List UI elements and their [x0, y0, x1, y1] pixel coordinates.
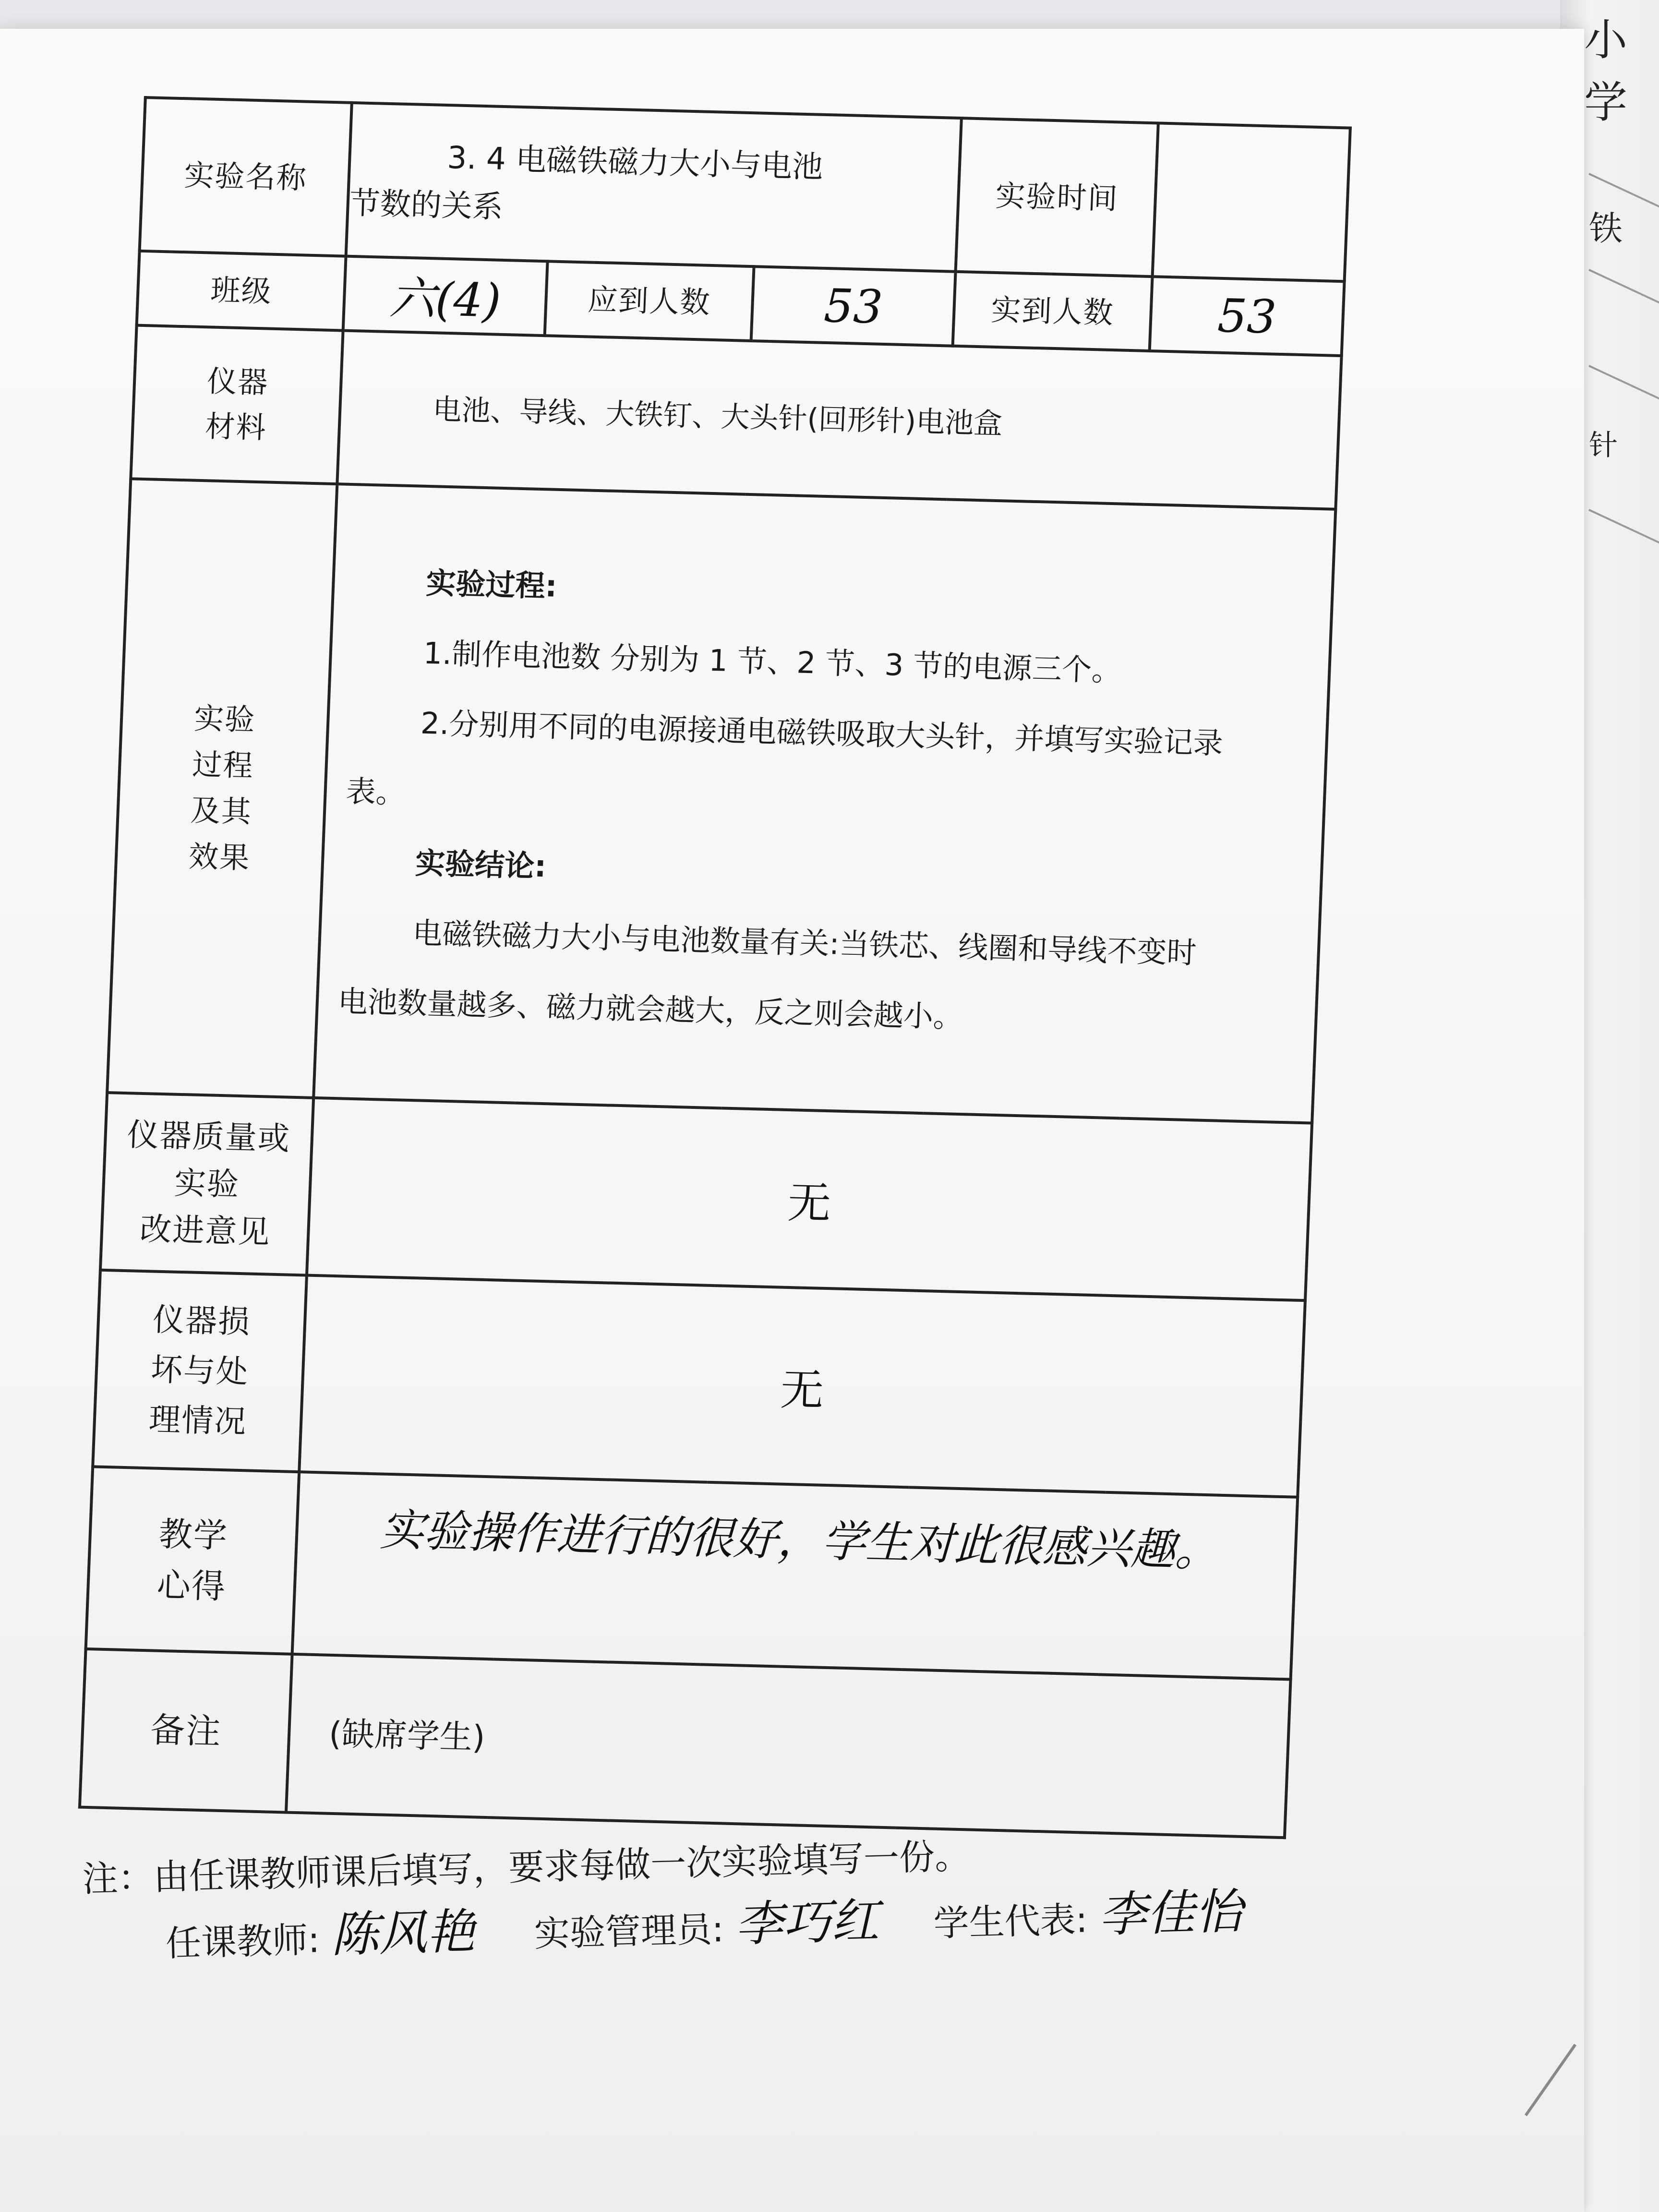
process-label-line: 实验: [193, 700, 256, 737]
quality-label-line: 改进意见: [139, 1210, 271, 1251]
edge-line: [1588, 269, 1659, 311]
row-reflection: [86, 1467, 1298, 1679]
experiment-time-label: 实验时间: [956, 118, 1158, 276]
actual-count-label: 实到人数: [953, 272, 1153, 351]
edge-text-1: 小学: [1584, 15, 1627, 128]
actual-count-value: 53: [1150, 276, 1345, 356]
process-label: [107, 479, 337, 1098]
experiment-name-line1: 3. 4 电磁铁磁力大小与电池: [446, 140, 824, 185]
experiment-name-label: 实验名称: [140, 97, 352, 256]
class-value: 六(4): [343, 256, 548, 336]
damage-label-line: 仪器损: [152, 1301, 252, 1341]
quality-label-line: 实验: [173, 1164, 240, 1203]
row-quality: [100, 1093, 1312, 1300]
footer-note: 注：由任课教师课后填写，要求每做一次实验填写一份。: [82, 1835, 971, 1900]
class-label: 班级: [137, 251, 346, 331]
process-heading: 实验过程:: [425, 565, 558, 604]
process-step-2: 2.分别用不同的电源接通电磁铁吸取大头针，并填写实验记录: [420, 705, 1224, 761]
process-content: [313, 484, 1335, 1123]
conclusion-heading: 实验结论:: [414, 845, 547, 884]
process-text-block: [317, 546, 1332, 1061]
remarks-label: 备注: [80, 1649, 292, 1813]
reflection-label-line: 教学: [158, 1514, 229, 1556]
materials-value: 电池、导线、大铁钉、大头针(回形针)电池盒: [337, 330, 1341, 509]
experiment-name-line2: 节数的关系: [349, 185, 504, 225]
form-footer: [82, 1818, 1244, 1977]
edge-text-3: 针: [1589, 429, 1618, 462]
row-process: [107, 479, 1335, 1123]
row-materials: [131, 325, 1341, 509]
expected-count-value: 53: [751, 266, 956, 346]
admin-label: 实验管理员:: [533, 1909, 724, 1955]
record-table: [78, 96, 1352, 1839]
conclusion-line-2: 电池数量越多、磁力就会越大，反之则会越小。: [337, 984, 964, 1035]
row-remarks: [80, 1649, 1291, 1838]
teacher-label: 任课教师:: [165, 1919, 321, 1965]
edge-line: [1588, 509, 1659, 551]
damage-value: 无: [299, 1275, 1305, 1497]
experiment-name-value: [346, 103, 962, 272]
reflection-value: 实验操作进行的很好，学生对此很感兴趣。: [379, 1504, 1220, 1577]
experiment-time-value: [1153, 123, 1350, 281]
reflection-label: [86, 1467, 300, 1654]
process-step-2-cont: 表。: [345, 773, 407, 810]
paper-sheet: [0, 29, 1584, 2212]
quality-label-line: 仪器质量或: [126, 1116, 291, 1157]
edge-line: [1588, 365, 1659, 407]
damage-label: [93, 1270, 307, 1472]
quality-label: [100, 1093, 313, 1275]
materials-label-line1: 仪器: [206, 363, 269, 400]
reflection-label-line: 心得: [156, 1565, 227, 1607]
student-rep-signature: 李佳怡: [1098, 1883, 1244, 1943]
row-damage: [93, 1270, 1305, 1497]
conclusion-line-1: 电磁铁磁力大小与电池数量有关:当铁芯、线圈和导线不变时: [412, 915, 1197, 971]
damage-label-line: 理情况: [148, 1401, 248, 1441]
teacher-signature: 陈风艳: [330, 1903, 476, 1963]
process-step-1: 1.制作电池数 分别为 1 节、2 节、3 节的电源三个。: [422, 635, 1122, 688]
materials-label-line2: 材料: [204, 409, 268, 445]
admin-signature: 李巧红: [734, 1892, 880, 1953]
damage-label-line: 坏与处: [150, 1351, 250, 1391]
materials-label: [131, 325, 343, 484]
remarks-value: (缺席学生): [286, 1654, 1291, 1838]
student-rep-label: 学生代表:: [933, 1899, 1088, 1945]
reflection-cell: [292, 1472, 1298, 1679]
quality-value: 无: [307, 1098, 1312, 1300]
edge-text-2: 铁: [1589, 209, 1623, 248]
expected-count-label: 应到人数: [545, 261, 754, 341]
experiment-record-form: [81, 96, 1349, 1776]
process-label-line: 及其: [190, 793, 253, 830]
process-label-line: 效果: [188, 839, 251, 876]
process-label-line: 过程: [192, 746, 255, 783]
row-experiment-name: [140, 97, 1350, 281]
